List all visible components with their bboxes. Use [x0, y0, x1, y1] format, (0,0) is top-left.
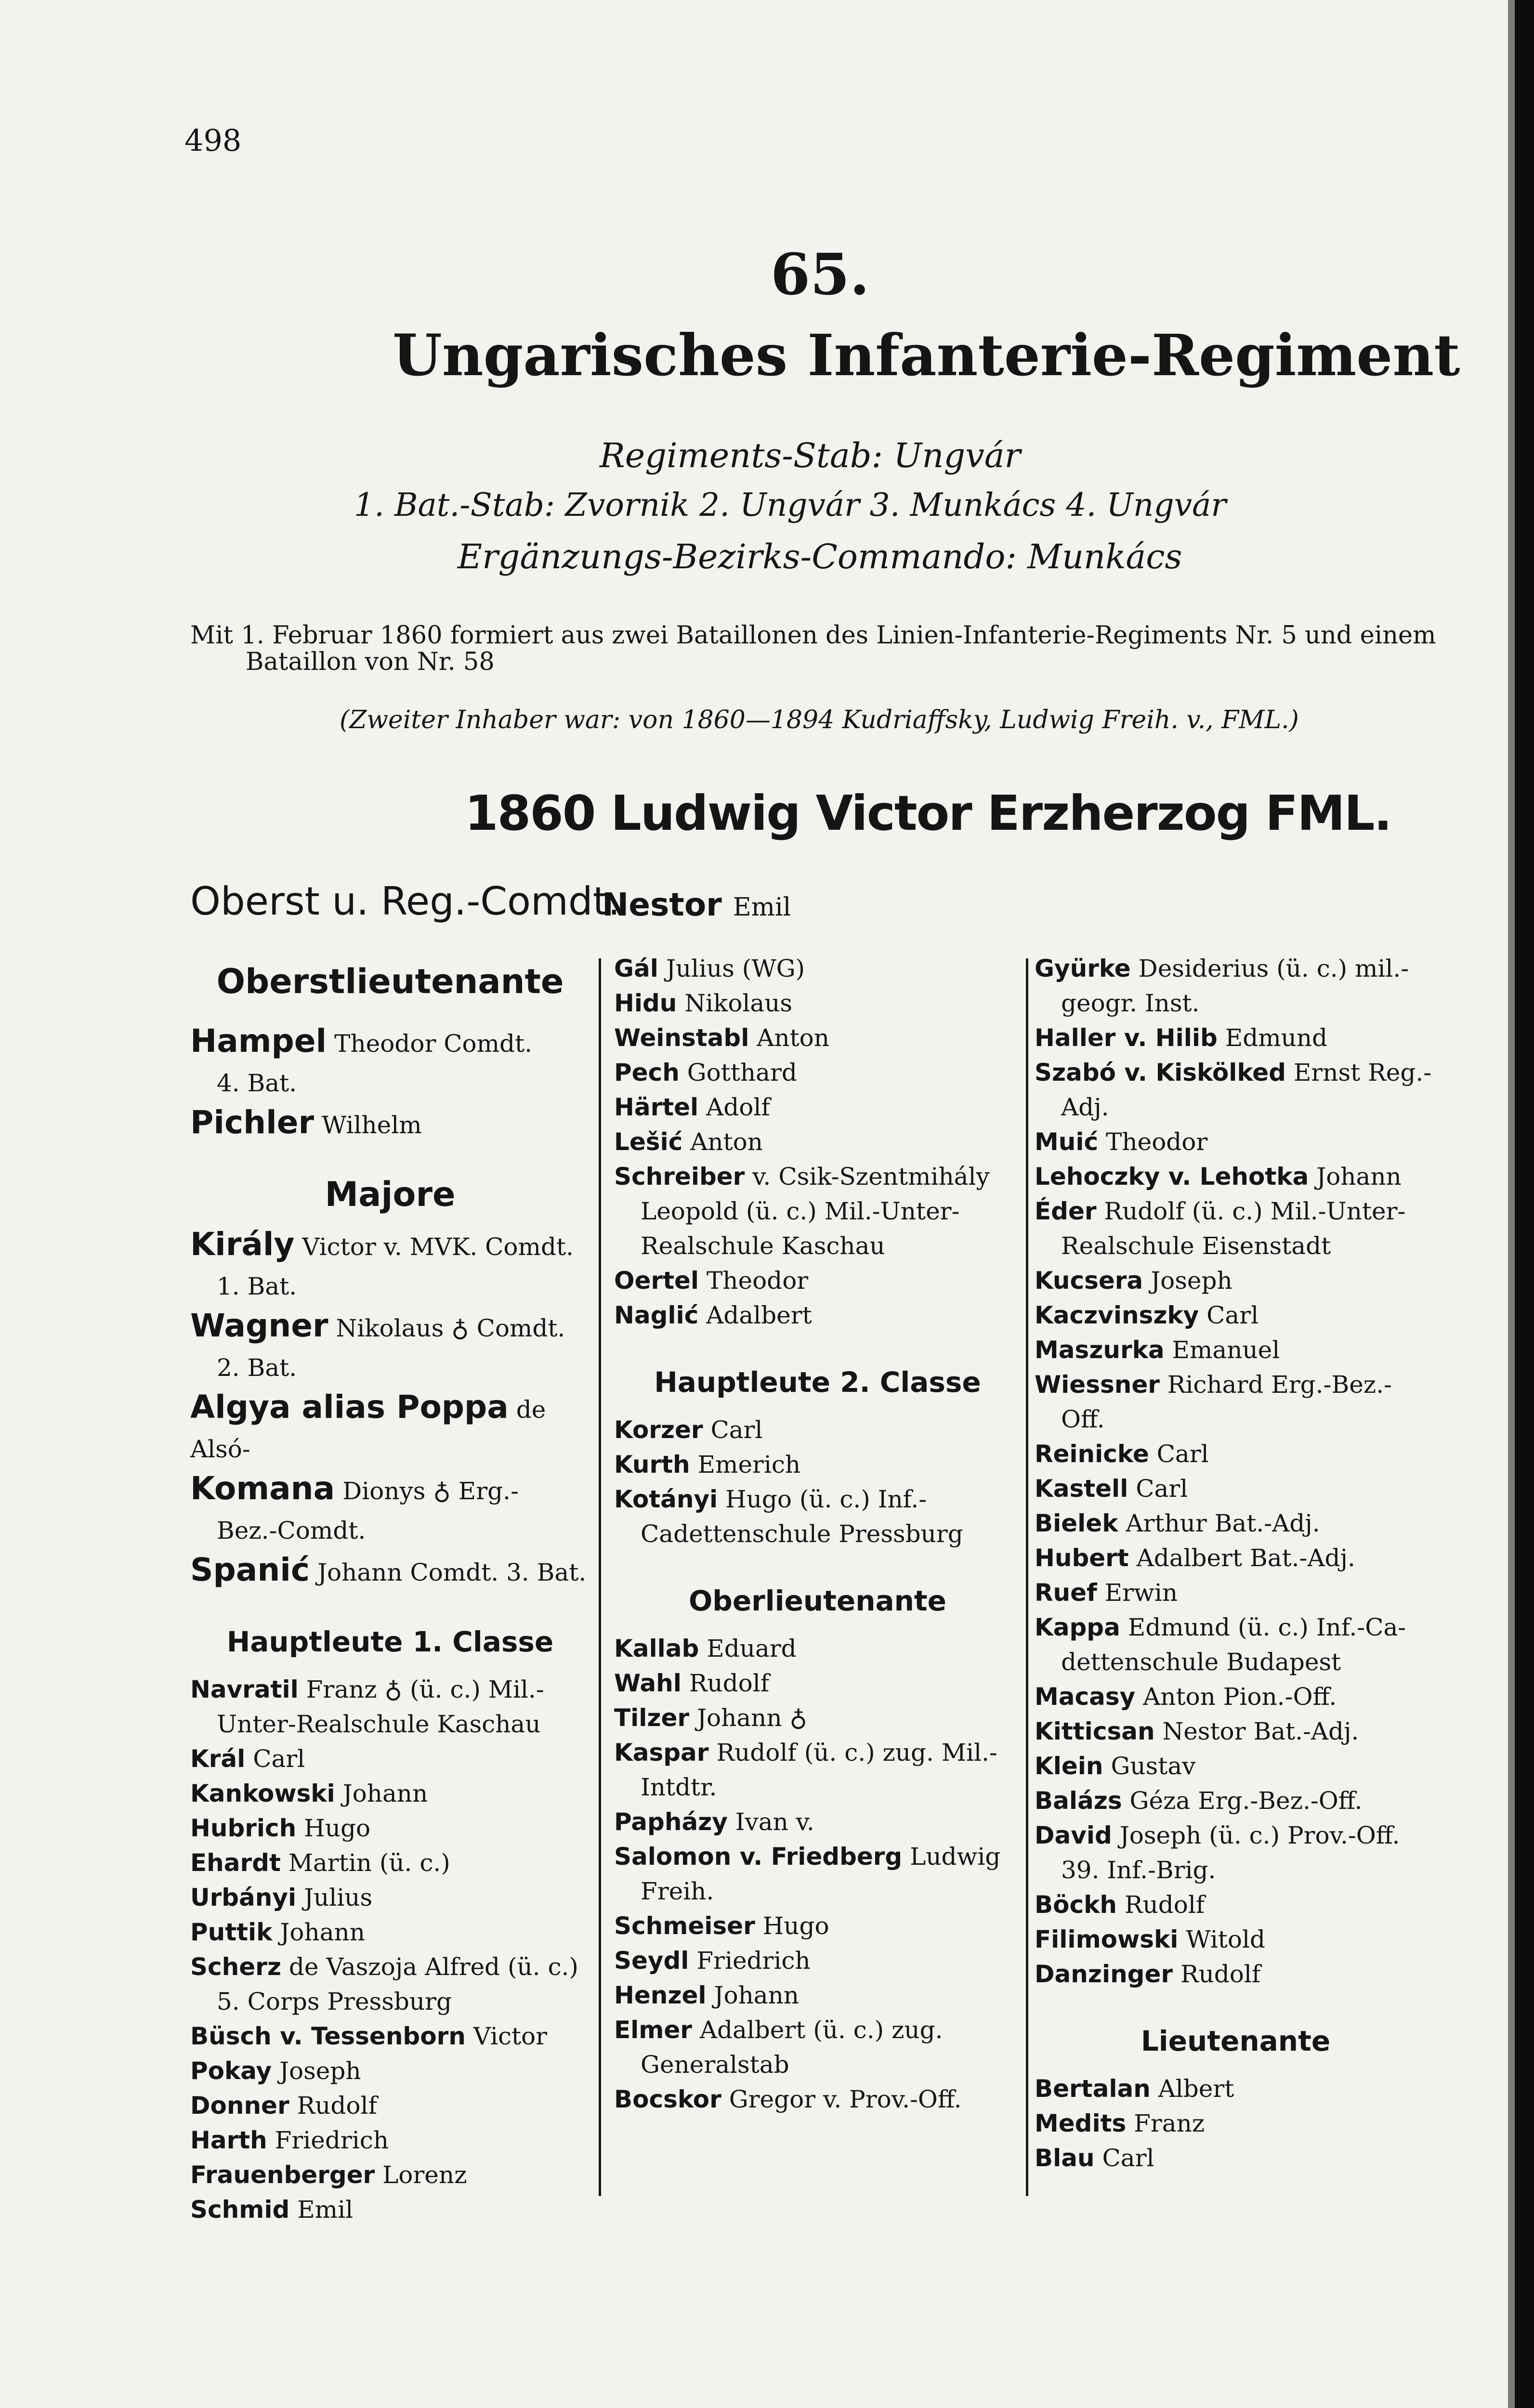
roster-entry [190, 1741, 590, 1776]
officer-details-continued: Generalstab [641, 2051, 789, 2079]
roster-entry [1035, 2071, 1437, 2106]
officer-details-continued: geogr. Inst. [1061, 989, 1200, 1017]
officer-surname: Lešić [614, 1128, 683, 1156]
officer-surname: Schreiber [614, 1163, 745, 1191]
roster-entry [614, 1839, 1021, 1909]
roster-entry [1035, 1506, 1437, 1541]
list-hauptleute-2 [614, 1413, 1021, 1551]
roster-entry [1035, 2141, 1437, 2175]
officer-surname: Muić [1035, 1128, 1099, 1156]
officer-details-continued: Realschule Kaschau [641, 1232, 885, 1260]
column-divider-1 [599, 958, 601, 2196]
officer-details: Victor [473, 2022, 548, 2050]
officer-details: Edmund (ü. c.) Inf.-Ca- [1128, 1613, 1406, 1641]
officer-surname: Hampel [190, 1022, 327, 1060]
officer-surname: Kotányi [614, 1485, 718, 1513]
roster-entry [614, 1159, 1021, 1263]
officer-details: Emerich [697, 1451, 801, 1479]
officer-details: Hugo [304, 1814, 371, 1842]
officer-details: Theodor Comdt. [334, 1030, 533, 1058]
officer-surname: Pech [614, 1059, 680, 1086]
officer-surname: Kitticsan [1035, 1717, 1155, 1745]
page-edge-shadow [1508, 0, 1515, 2408]
officer-surname: Király [190, 1226, 295, 1263]
officer-surname: Puttik [190, 1918, 273, 1946]
column-3 [1035, 951, 1437, 2175]
officer-details-continued: Freih. [641, 1877, 714, 1905]
officer-details: Theodor [706, 1267, 809, 1295]
roster-entry [1035, 1783, 1437, 1818]
roster-entry [190, 1811, 590, 1845]
officer-surname: Kaczvinszky [1035, 1301, 1199, 1329]
officer-surname: Bocskor [614, 2085, 721, 2113]
officer-details-continued: Unter-Realschule Kaschau [217, 1710, 541, 1738]
officer-details: Johann ♁ [696, 1704, 807, 1732]
roster-entry [614, 1482, 1021, 1551]
officer-surname: Henzel [614, 1981, 707, 2009]
roster-entry [1035, 1021, 1437, 1055]
officer-surname: Algya alias Poppa [190, 1388, 509, 1426]
roster-entry [614, 1090, 1021, 1125]
officer-details-continued: 39. Inf.-Brig. [1061, 1856, 1216, 1884]
regiment-number: 65. [771, 241, 870, 308]
roster-entry [614, 1125, 1021, 1159]
roster-entry [190, 1103, 590, 1145]
officer-details: Wilhelm [321, 1111, 422, 1139]
officer-details: Albert [1158, 2075, 1234, 2103]
list-hauptleute-1-cont [614, 951, 1021, 1333]
second-owner-note: (Zweiter Inhaber war: von 1860—1894 Kudriaffsky, Ludwig Freih. v., FML.) [340, 706, 1299, 734]
officer-surname: Schmeiser [614, 1912, 755, 1940]
roster-entry [614, 1298, 1021, 1333]
officer-surname: Böckh [1035, 1891, 1117, 1919]
officer-details: Franz ♁ (ü. c.) Mil.- [306, 1675, 544, 1703]
roster-entry [614, 1263, 1021, 1298]
officer-surname: Szabó v. Kiskölked [1035, 1059, 1286, 1086]
roster-entry [190, 1387, 590, 1469]
officer-surname: Haller v. Hilib [1035, 1024, 1218, 1052]
roster-entry [1035, 1367, 1437, 1437]
roster-entry [190, 2088, 590, 2123]
list-oberstlieutenante [190, 1021, 590, 1145]
roster-entry [190, 1915, 590, 1950]
officer-details: Ludwig [910, 1843, 1001, 1871]
officer-surname: Härtel [614, 1093, 699, 1121]
officer-details: Rudolf (ü. c.) Mil.-Unter- [1104, 1197, 1406, 1225]
roster-entry [190, 2123, 590, 2158]
officer-surname: Kankowski [190, 1780, 335, 1807]
officer-surname: Kaspar [614, 1739, 709, 1767]
officer-details: Carl [253, 1745, 305, 1773]
roster-entry [190, 1776, 590, 1811]
officer-details: Géza Erg.-Bez.-Off. [1129, 1787, 1363, 1815]
officer-details: Gustav [1111, 1752, 1196, 1780]
roster-entry [190, 2054, 590, 2088]
officer-surname: Blau [1035, 2144, 1095, 2172]
roster-entry [1035, 1298, 1437, 1333]
officer-details-continued: 5. Corps Pressburg [217, 1988, 452, 2015]
roster-entry [1035, 1333, 1437, 1367]
officer-details: Gregor v. Prov.-Off. [729, 2085, 962, 2113]
officer-details: Joseph [279, 2057, 361, 2085]
list-majore [190, 1225, 590, 1592]
roster-entry [190, 2019, 590, 2054]
officer-surname: Bielek [1035, 1509, 1118, 1537]
officer-details: Hugo [762, 1912, 829, 1940]
roster-entry [1035, 1437, 1437, 1471]
officer-surname: Komana [190, 1470, 335, 1507]
officer-surname: Navratil [190, 1675, 299, 1703]
officer-details: Adolf [706, 1093, 770, 1121]
officer-surname: Macasy [1035, 1683, 1136, 1711]
regiment-title: Ungarisches Infanterie-Regiment [393, 322, 1460, 389]
officer-details: Carl [1206, 1301, 1259, 1329]
officer-surname: Gál [614, 955, 658, 982]
officer-details: Julius [304, 1884, 373, 1911]
officer-surname: Weinstabl [614, 1024, 749, 1052]
officer-details: Friedrich [275, 2126, 389, 2154]
officer-details: Theodor [1106, 1128, 1208, 1156]
officer-details: Adalbert [706, 1301, 812, 1329]
roster-entry [614, 2082, 1021, 2117]
officer-surname: Král [190, 1745, 246, 1773]
staff-line-3: Ergänzungs-Bezirks-Commando: Munkács [458, 537, 1182, 576]
roster-entry [1035, 1055, 1437, 1125]
roster-entry [614, 1021, 1021, 1055]
officer-details: Adalbert (ü. c.) zug. [699, 2016, 943, 2044]
roster-entry [614, 1943, 1021, 1978]
officer-surname: Hubert [1035, 1544, 1129, 1572]
list-lieutenante [1035, 2071, 1437, 2175]
officer-surname: Ruef [1035, 1579, 1097, 1607]
officer-surname: Wahl [614, 1669, 682, 1697]
officer-details: Johann [1316, 1163, 1402, 1191]
officer-details-continued: Bez.-Comdt. [217, 1517, 366, 1544]
officer-details: Rudolf [689, 1669, 770, 1697]
officer-details: Martin (ü. c.) [288, 1849, 450, 1877]
roster-entry [614, 1055, 1021, 1090]
officer-surname: Pokay [190, 2057, 272, 2085]
officer-details: Arthur Bat.-Adj. [1126, 1509, 1320, 1537]
officer-details: Nikolaus [684, 989, 793, 1017]
officer-surname: Frauenberger [190, 2161, 375, 2189]
officer-details: Carl [1156, 1440, 1209, 1468]
roster-entry [1035, 1575, 1437, 1610]
roster-entry [1035, 1263, 1437, 1298]
officer-details: Witold [1186, 1925, 1265, 1953]
roster-entry [1035, 1714, 1437, 1749]
officer-details-continued: Realschule Eisenstadt [1061, 1232, 1331, 1260]
officer-surname: Tilzer [614, 1704, 690, 1732]
column-2 [614, 951, 1021, 2117]
officer-details: Ernst Reg.- [1293, 1059, 1432, 1086]
roster-entry [1035, 1749, 1437, 1783]
roster-entry [1035, 951, 1437, 1021]
officer-details: Johann [342, 1780, 428, 1807]
roster-entry [190, 1845, 590, 1880]
roster-entry [190, 1880, 590, 1915]
roster-entry [1035, 1887, 1437, 1922]
roster-entry [1035, 2106, 1437, 2141]
roster-entry [190, 1306, 590, 1387]
officer-details: Carl [1102, 2144, 1154, 2172]
officer-details: Hugo (ü. c.) Inf.- [725, 1485, 927, 1513]
regiment-owner: 1860 Ludwig Victor Erzherzog FML. [465, 785, 1391, 841]
officer-surname: Elmer [614, 2016, 692, 2044]
officer-surname: Ehardt [190, 1849, 281, 1877]
roster-entry [190, 1672, 590, 1741]
officer-surname: Éder [1035, 1197, 1097, 1225]
officer-details: Eduard [707, 1635, 797, 1662]
officer-details-continued: dettenschule Budapest [1061, 1648, 1341, 1676]
officer-details-continued: 4. Bat. [217, 1069, 297, 1097]
colonel-label: Oberst u. Reg.-Comdt. [190, 879, 620, 924]
heading-hauptleute-2: Hauptleute 2. Classe [654, 1366, 981, 1399]
officer-surname: Harth [190, 2126, 267, 2154]
officer-surname: David [1035, 1821, 1112, 1849]
officer-details: Rudolf [297, 2092, 377, 2120]
roster-entry [614, 2013, 1021, 2082]
roster-entry [614, 1735, 1021, 1805]
list-oberlieutenante-cont [1035, 951, 1437, 1991]
heading-oberstlieutenante: Oberstlieutenante [216, 962, 564, 1001]
officer-surname: Hubrich [190, 1814, 297, 1842]
officer-surname: Donner [190, 2092, 289, 2120]
officer-surname: Seydl [614, 1947, 689, 1975]
officer-details: Johann [714, 1981, 799, 2009]
roster-entry [614, 1447, 1021, 1482]
heading-oberlieutenante: Oberlieutenante [689, 1584, 946, 1617]
roster-entry [190, 1021, 590, 1103]
officer-surname: Hidu [614, 989, 677, 1017]
officer-details: Nestor Bat.-Adj. [1162, 1717, 1359, 1745]
officer-details: Anton Pion.-Off. [1143, 1683, 1337, 1711]
roster-entry [614, 1666, 1021, 1701]
officer-surname: Filimowski [1035, 1925, 1179, 1953]
officer-details: Adalbert Bat.-Adj. [1136, 1544, 1355, 1572]
officer-details: Joseph (ü. c.) Prov.-Off. [1119, 1821, 1400, 1849]
roster-entry [190, 1950, 590, 2019]
officer-details: Johann [280, 1918, 365, 1946]
officer-surname: Kallab [614, 1635, 699, 1662]
officer-details: Anton [757, 1024, 829, 1052]
officer-surname: Pichler [190, 1104, 315, 1141]
officer-details: Carl [710, 1416, 763, 1444]
officer-surname: Schmid [190, 2196, 290, 2224]
officer-details: Gotthard [687, 1059, 797, 1086]
officer-surname: Klein [1035, 1752, 1103, 1780]
roster-entry [190, 1225, 590, 1306]
officer-surname: Kastell [1035, 1475, 1128, 1503]
officer-surname: Reinicke [1035, 1440, 1149, 1468]
staff-line-2: 1. Bat.-Stab: Zvornik 2. Ungvár 3. Munkács 4. Ungvár [354, 486, 1226, 523]
officer-details: Rudolf (ü. c.) zug. Mil.- [716, 1739, 997, 1767]
officer-details: Erwin [1104, 1579, 1178, 1607]
officer-details: Rudolf [1124, 1891, 1205, 1919]
officer-details: Emanuel [1172, 1336, 1280, 1364]
officer-details: Rudolf [1180, 1960, 1261, 1988]
officer-surname: Korzer [614, 1416, 703, 1444]
officer-surname: Urbányi [190, 1884, 297, 1911]
list-hauptleute-1 [190, 1672, 590, 2227]
officer-surname: Kucsera [1035, 1267, 1143, 1295]
colonel-surname: Nestor [602, 886, 722, 923]
officer-details-continued: 2. Bat. [217, 1354, 297, 1382]
officer-details: Franz [1134, 2109, 1205, 2137]
colonel-name [602, 886, 791, 923]
officer-details-continued: Adj. [1061, 1093, 1109, 1121]
officer-details: Nikolaus ♁ Comdt. [336, 1314, 565, 1342]
heading-majore: Majore [325, 1175, 456, 1214]
officer-surname: Büsch v. Tessenborn [190, 2022, 466, 2050]
officer-surname: Maszurka [1035, 1336, 1165, 1364]
officer-details: Ivan v. [735, 1808, 814, 1836]
roster-entry [1035, 1610, 1437, 1679]
officer-details: Friedrich [696, 1947, 811, 1975]
officer-surname: Kurth [614, 1451, 690, 1479]
officer-details: de Alsó- [190, 1396, 546, 1463]
roster-entry [190, 1550, 590, 1592]
roster-entry [614, 951, 1021, 986]
officer-surname: Wiessner [1035, 1371, 1160, 1399]
officer-details: Lorenz [382, 2161, 467, 2189]
officer-surname: Bertalan [1035, 2075, 1151, 2103]
page-edge [1515, 0, 1534, 2408]
officer-surname: Oertel [614, 1267, 699, 1295]
officer-surname: Spanić [190, 1551, 310, 1588]
roster-entry [614, 1413, 1021, 1447]
staff-line-1: Regiments-Stab: Ungvár [600, 436, 1021, 475]
roster-entry [1035, 1679, 1437, 1714]
heading-hauptleute-1: Hauptleute 1. Classe [226, 1625, 554, 1658]
roster-entry [614, 1701, 1021, 1735]
officer-details: Edmund [1225, 1024, 1328, 1052]
roster-entry [1035, 1125, 1437, 1159]
roster-entry [190, 2158, 590, 2192]
officer-details: v. Csik-Szentmihály [752, 1163, 990, 1191]
officer-surname: Wagner [190, 1307, 328, 1344]
roster-entry [614, 986, 1021, 1021]
officer-details: Anton [690, 1128, 763, 1156]
officer-surname: Salomon v. Friedberg [614, 1843, 903, 1871]
officer-details-continued: Off. [1061, 1405, 1105, 1433]
column-1 [190, 951, 590, 2227]
officer-surname: Kappa [1035, 1613, 1120, 1641]
column-divider-2 [1026, 958, 1028, 2196]
officer-details: Desiderius (ü. c.) mil.- [1138, 955, 1409, 982]
officer-details: Victor v. MVK. Comdt. [302, 1233, 574, 1261]
officer-surname: Lehoczky v. Lehotka [1035, 1163, 1309, 1191]
formation-note-line-2: Bataillon von Nr. 58 [246, 648, 495, 676]
officer-details-continued: Intdtr. [641, 1773, 717, 1801]
roster-entry [190, 2192, 590, 2227]
officer-surname: Naglić [614, 1301, 699, 1329]
roster-entry [614, 1805, 1021, 1839]
officer-details-continued: Leopold (ü. c.) Mil.-Unter- [641, 1197, 960, 1225]
officer-details: Richard Erg.-Bez.- [1167, 1371, 1392, 1399]
roster-entry [1035, 1541, 1437, 1575]
heading-lieutenante: Lieutenante [1141, 2025, 1331, 2057]
officer-surname: Danzinger [1035, 1960, 1173, 1988]
officer-surname: Papházy [614, 1808, 728, 1836]
roster-entry [614, 1909, 1021, 1943]
roster-entry [190, 1469, 590, 1550]
officer-details-continued: Cadettenschule Pressburg [641, 1520, 963, 1548]
colonel-firstname: Emil [733, 893, 791, 922]
roster-entry [614, 1631, 1021, 1666]
officer-details: Emil [297, 2196, 354, 2224]
roster-entry [1035, 1922, 1437, 1957]
officer-details-continued: 1. Bat. [217, 1272, 297, 1300]
officer-surname: Medits [1035, 2109, 1127, 2137]
officer-details: de Vaszoja Alfred (ü. c.) [288, 1953, 578, 1981]
roster-entry [1035, 1159, 1437, 1194]
officer-details: Julius (WG) [666, 955, 805, 982]
officer-surname: Gyürke [1035, 955, 1131, 982]
formation-note-line-1: Mit 1. Februar 1860 formiert aus zwei Bataillonen des Linien-Infanterie-Regiments Nr. 5 und einem [190, 621, 1436, 650]
roster-entry [1035, 1194, 1437, 1263]
roster-entry [1035, 1818, 1437, 1887]
officer-surname: Balázs [1035, 1787, 1122, 1815]
officer-details: Joseph [1151, 1267, 1232, 1295]
officer-details: Dionys ♁ Erg.- [342, 1477, 519, 1505]
roster-entry [1035, 1471, 1437, 1506]
officer-details: Johann Comdt. 3. Bat. [317, 1558, 587, 1586]
roster-entry [1035, 1957, 1437, 1991]
roster-entry [614, 1978, 1021, 2013]
page-number: 498 [184, 123, 242, 158]
officer-surname: Scherz [190, 1953, 281, 1981]
officer-details: Carl [1136, 1475, 1188, 1503]
list-oberlieutenante [614, 1631, 1021, 2117]
